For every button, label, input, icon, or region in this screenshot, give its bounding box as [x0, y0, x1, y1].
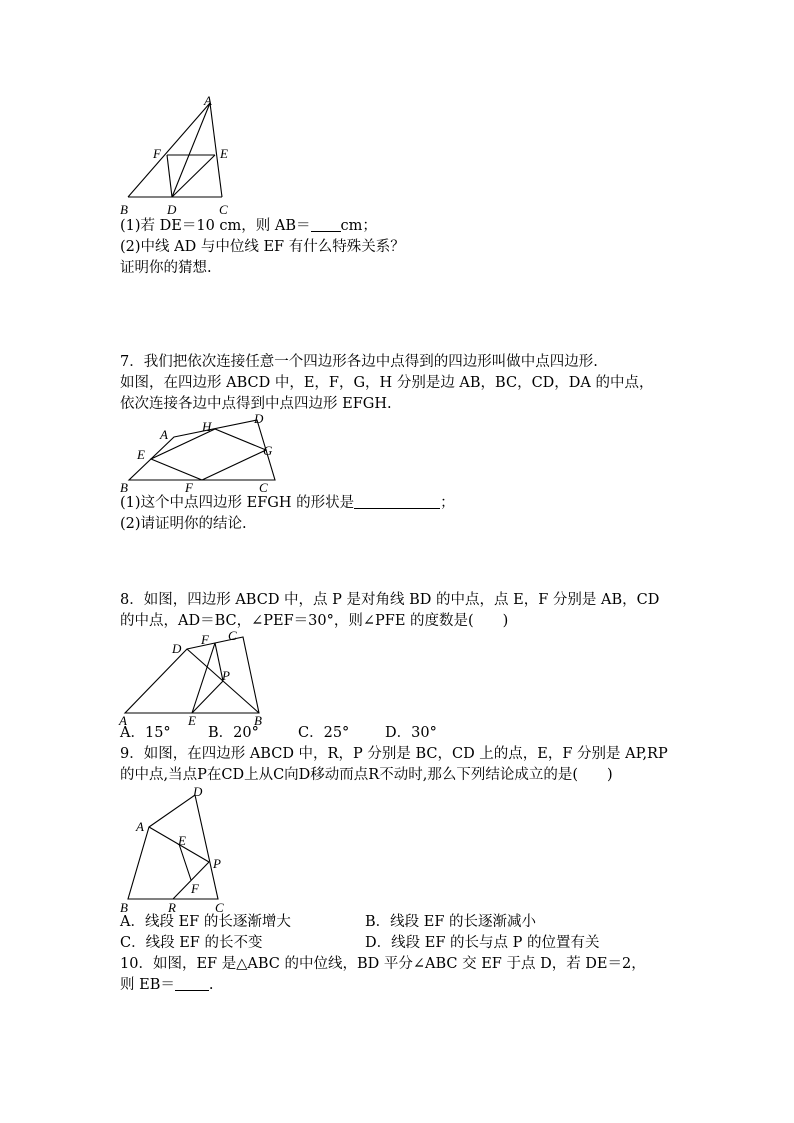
q6-part1-text: (1)若 DE＝10 cm，则 AB＝ [120, 218, 311, 234]
q8-options [120, 724, 437, 742]
option-b[interactable]: B．20° [208, 725, 259, 741]
figure-q6-triangle [115, 92, 245, 220]
option-a[interactable]: A．线段 EF 的长逐渐增大 [120, 914, 291, 930]
label-B: B [120, 202, 128, 217]
label-C: C [228, 628, 237, 643]
label-F: F [201, 632, 209, 647]
option-d[interactable]: D．线段 EF 的长与点 P 的位置有关 [365, 935, 600, 951]
label-F: F [185, 480, 193, 495]
q9-line1: 9．如图，在四边形 ABCD 中，R，P 分别是 BC，CD 上的点，E，F 分别是 AP,RP [120, 746, 668, 762]
label-D: D [172, 641, 182, 656]
label-C: C [215, 900, 224, 914]
label-D: D [167, 202, 177, 217]
label-G: G [263, 443, 273, 458]
label-B: B [254, 713, 262, 726]
label-D: D [254, 411, 264, 426]
q6-part1 [120, 217, 377, 235]
answer-blank [354, 495, 440, 509]
label-F: F [191, 881, 199, 896]
label-F: F [153, 146, 161, 161]
q10-line2-end: . [208, 977, 214, 993]
label-H: H [202, 419, 212, 434]
answer-blank [175, 977, 209, 991]
figure-q8-quadrilateral [115, 628, 275, 726]
q9-line2: 的中点,当点P在CD上从C向D移动而点R不动时,那么下列结论成立的是( ) [120, 767, 613, 783]
q7-part1 [120, 494, 455, 512]
label-A: A [204, 93, 212, 108]
label-E: E [188, 713, 196, 726]
label-A: A [119, 713, 127, 726]
q9-options-row1 [120, 913, 536, 931]
q10-line2-text: 则 EB＝ [120, 977, 175, 993]
q10-line1: 10．如图，EF 是△ABC 的中位线，BD 平分∠ABC 交 EF 于点 D，若 DE＝2， [120, 956, 646, 972]
q7-line1: 7．我们把依次连接任意一个四边形各边中点得到的四边形叫做中点四边形. [120, 354, 598, 370]
q6-part3: 证明你的猜想. [120, 260, 212, 276]
option-d[interactable]: D．30° [385, 725, 437, 741]
answer-blank [311, 218, 341, 232]
q7-line2: 如图，在四边形 ABCD 中，E，F，G，H 分别是边 AB，BC，CD，DA 的中点， [120, 375, 654, 391]
label-C: C [259, 480, 268, 495]
q6-part2: (2)中线 AD 与中位线 EF 有什么特殊关系？ [120, 239, 405, 255]
figure-q7-quadrilateral [115, 410, 285, 496]
q7-part2: (2)请证明你的结论. [120, 516, 247, 532]
label-P: P [213, 856, 221, 871]
option-c[interactable]: C．线段 EF 的长不变 [120, 935, 263, 951]
label-B: B [120, 480, 128, 495]
label-D: D [193, 784, 203, 799]
q9-options-row2 [120, 934, 599, 952]
label-E: E [220, 146, 228, 161]
q8-line1: 8．如图，四边形 ABCD 中，点 P 是对角线 BD 的中点，点 E，F 分别是 AB，CD [120, 592, 660, 608]
option-c[interactable]: C．25° [298, 725, 350, 741]
q8-line2: 的中点，AD＝BC，∠PEF＝30°，则∠PFE 的度数是( ) [120, 613, 509, 629]
label-C: C [219, 202, 228, 217]
label-B: B [120, 900, 128, 914]
label-P: P [222, 668, 230, 683]
label-A: A [136, 819, 144, 834]
option-a[interactable]: A．15° [120, 725, 171, 741]
q10-line2 [120, 976, 213, 994]
q7-part1-end: ； [440, 495, 455, 511]
figure-q9-quadrilateral [115, 782, 235, 914]
q7-part1-text: (1)这个中点四边形 EFGH 的形状是 [120, 495, 355, 511]
label-E: E [178, 833, 186, 848]
label-E: E [137, 447, 145, 462]
label-A: A [160, 427, 168, 442]
option-b[interactable]: B．线段 EF 的长逐渐减小 [365, 914, 537, 930]
q7-line3: 依次连接各边中点得到中点四边形 EFGH. [120, 396, 392, 412]
q6-part1-unit: cm； [340, 218, 377, 234]
label-R: R [168, 900, 176, 914]
